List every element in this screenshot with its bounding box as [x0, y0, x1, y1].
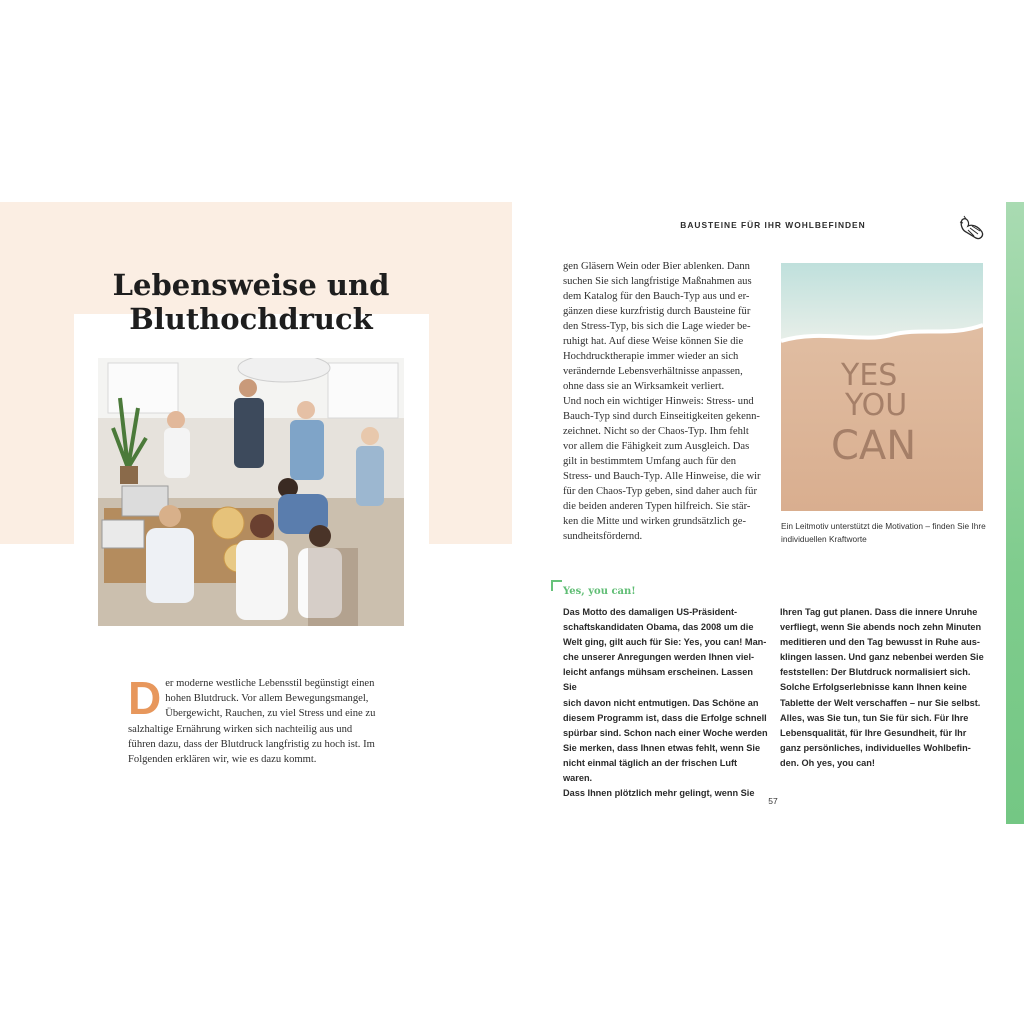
- running-header: BAUSTEINE FÜR IHR WOHLBEFINDEN: [680, 220, 866, 230]
- box-corner-marker: [551, 580, 562, 591]
- office-photo-illustration: [98, 358, 404, 626]
- chapter-title-line-1: Lebensweise und: [112, 268, 390, 302]
- box-text-column-2: Ihren Tag gut planen. Dass die innere Unruhe verfliegt, wenn Sie abends noch zehn Minuten meditieren und den Tag bewusst in Ruhe aus- klingen lassen. Und ganz nebenbei werden Sie feststellen: Der Blutdruck normalisiert sich. Solche Erfolgserlebnisse kann Ihnen keine Tablette der Welt verschaffen – nur Sie selbst. Alles, was Sie tun, tun Sie für sich. Für Ihre Lebensqualität, für Ihre Gesundheit, für Ihr ganz persönliches, individuelles Wohlbefin- den. Oh yes, you can!: [780, 607, 984, 768]
- chapter-title-line-2: Bluthochdruck: [129, 302, 373, 336]
- photo-caption: Ein Leitmotiv unterstützt die Motivation – finden Sie Ihre individuellen Kraftworte: [781, 521, 986, 544]
- body-text: gen Gläsern Wein oder Bier ablenken. Dann suchen Sie sich langfristige Maßnahmen aus dem Katalog für den Bauch-Typ aus und er- gänzen diese kurzfristig durch Bausteine für den Stress-Typ, bis sich die Lage wieder be- ruhigt hat. Auf diese Weise können Sie die Hochdrucktherapie immer wieder an sich verändernde Lebensverhältnisse anpassen, ohne dass sie an Wirksamkeit verliert. Und noch ein wichtiger Hinweis: Stress- und Bauch-Typ sind durch Einseitigkeiten gekenn- zeichnet. Nicht so der Chaos-Typ. Ihm fehlt vor allem die Fähigkeit zum Ausgleich. Das gilt in bestimmtem Umfang auch für den Stress- und Bauch-Typ. Alle Hinweise, die wir für den Chaos-Typ geben, sind daher auch für die beiden anderen Typen hilfreich. Sie stär- ken die Mitte und wirken grundsätzlich ge- sundheitsfördernd.: [563, 261, 761, 542]
- box-text-column-1: Das Motto des damaligen US-Präsident- schaftskandidaten Obama, das 2008 um die Welt ging, gilt auch für Sie: Yes, you can! Man- che unserer Anregungen werden Ihnen viel- leicht anfangs mühsam erscheinen. Lassen Sie sich davon nicht entmutigen. Das Schöne an diesem Programm ist, dass die Erfolge schnell spürbar sind. Schon nach einer Woche werden Sie merken, dass Ihnen etwas fehlt, wenn Sie nicht einmal täglich an der frischen Luft waren. Dass Ihnen plötzlich mehr gelingt, wenn Sie: [563, 607, 768, 799]
- sand-word-yes: YES: [841, 358, 898, 393]
- chapter-color-tab: [1006, 202, 1024, 824]
- page-number: 57: [768, 796, 778, 806]
- chapter-title: [86, 268, 416, 336]
- beach-photo: [781, 263, 983, 511]
- beach-photo-illustration: [781, 263, 983, 511]
- box-title: Yes, you can!: [563, 586, 636, 597]
- drop-cap: D: [128, 672, 162, 724]
- intro-paragraph: [128, 672, 378, 767]
- office-team-photo: [98, 358, 404, 626]
- intro-text: er moderne westliche Lebensstil begünstigt einen hohen Blutdruck. Vor allem Bewegungsmangel, Übergewicht, Rauchen, zu viel Stress und eine zu salzhaltige Ernährung wirken sich nachteilig aus und führen dazu, dass der Blutdruck langfristig zu hoch ist. Im Folgenden erklären wir, wie es dazu kommt.: [128, 678, 376, 766]
- hand-icon: [956, 212, 988, 244]
- sand-word-can: CAN: [831, 423, 917, 469]
- body-text-column: [563, 259, 768, 544]
- sand-word-you: YOU: [845, 388, 908, 423]
